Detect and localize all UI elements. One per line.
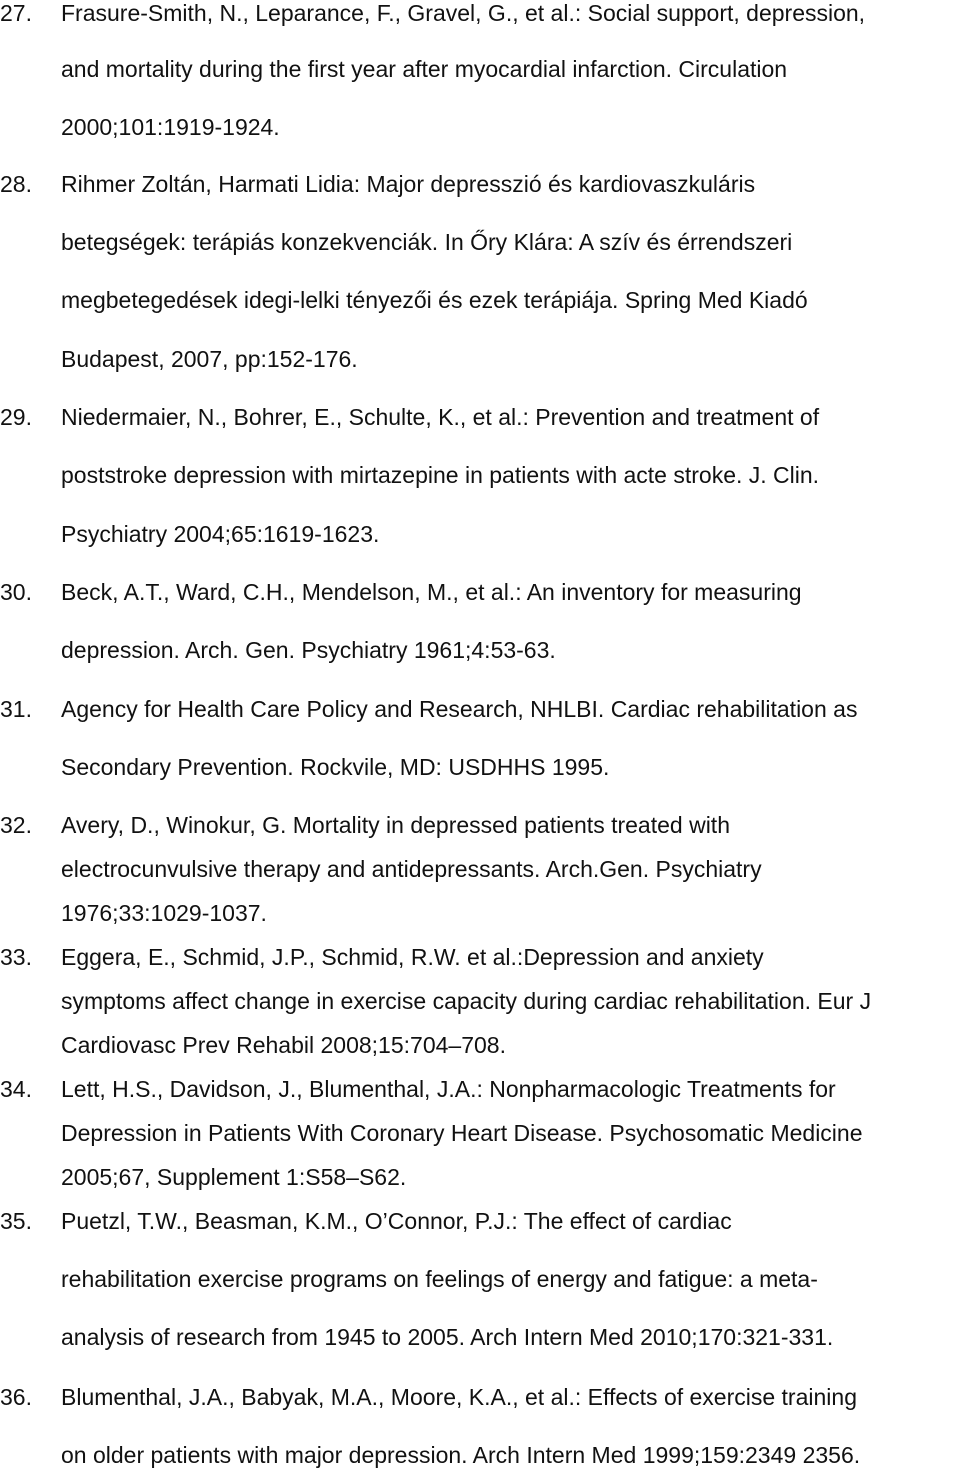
- reference-line: depression. Arch. Gen. Psychiatry 1961;4:53-63.: [61, 637, 556, 663]
- reference-line: and mortality during the first year after myocardial infarction. Circulation: [61, 56, 788, 82]
- reference-line: rehabilitation exercise programs on feelings of energy and fatigue: a meta-: [61, 1266, 818, 1292]
- reference-line: Budapest, 2007, pp:152-176.: [61, 346, 358, 372]
- reference-line: Psychiatry 2004;65:1619-1623.: [61, 521, 380, 547]
- reference-line: Avery, D., Winokur, G. Mortality in depressed patients treated with: [61, 812, 730, 838]
- reference-line: Rihmer Zoltán, Harmati Lidia: Major depresszió és kardiovaszkuláris: [61, 171, 756, 197]
- reference-line: Eggera, E., Schmid, J.P., Schmid, R.W. et al.:Depression and anxiety: [61, 944, 764, 970]
- reference-number: 31.: [0, 696, 32, 722]
- reference-line: electrocunvulsive therapy and antidepressants. Arch.Gen. Psychiatry: [61, 856, 762, 882]
- reference-line: on older patients with major depression. Arch Intern Med 1999;159:2349 2356.: [61, 1442, 861, 1468]
- reference-line: Beck, A.T., Ward, C.H., Mendelson, M., et al.: An inventory for measuring: [61, 579, 802, 605]
- reference-line: Niedermaier, N., Bohrer, E., Schulte, K., et al.: Prevention and treatment of: [61, 404, 820, 430]
- reference-line: symptoms affect change in exercise capacity during cardiac rehabilitation. Eur J: [61, 988, 872, 1014]
- reference-line: Frasure-Smith, N., Leparance, F., Gravel, G., et al.: Social support, depression,: [61, 0, 866, 26]
- reference-number: 28.: [0, 171, 32, 197]
- reference-number: 32.: [0, 812, 32, 838]
- reference-line: Secondary Prevention. Rockvile, MD: USDHHS 1995.: [61, 754, 610, 780]
- reference-number: 30.: [0, 579, 32, 605]
- reference-line: Puetzl, T.W., Beasman, K.M., O’Connor, P.J.: The effect of cardiac: [61, 1208, 732, 1234]
- reference-number: 33.: [0, 944, 32, 970]
- reference-number: 34.: [0, 1076, 32, 1102]
- reference-line: 1976;33:1029-1037.: [61, 900, 267, 926]
- reference-line: megbetegedések idegi-lelki tényezői és ezek terápiája. Spring Med Kiadó: [61, 287, 808, 313]
- reference-line: Blumenthal, J.A., Babyak, M.A., Moore, K.A., et al.: Effects of exercise training: [61, 1384, 857, 1410]
- reference-line: analysis of research from 1945 to 2005. Arch Intern Med 2010;170:321-331.: [61, 1324, 834, 1350]
- reference-line: 2000;101:1919-1924.: [61, 114, 280, 140]
- reference-line: Lett, H.S., Davidson, J., Blumenthal, J.A.: Nonpharmacologic Treatments for: [61, 1076, 836, 1102]
- reference-number: 29.: [0, 404, 32, 430]
- reference-line: betegségek: terápiás konzekvenciák. In Őry Klára: A szív és érrendszeri: [61, 229, 793, 255]
- reference-number: 36.: [0, 1384, 32, 1410]
- reference-line: Cardiovasc Prev Rehabil 2008;15:704–708.: [61, 1032, 506, 1058]
- reference-line: 2005;67, Supplement 1:S58–S62.: [61, 1164, 407, 1190]
- reference-number: 27.: [0, 0, 32, 26]
- reference-line: Depression in Patients With Coronary Heart Disease. Psychosomatic Medicine: [61, 1120, 863, 1146]
- reference-line: poststroke depression with mirtazepine in patients with acte stroke. J. Clin.: [61, 462, 820, 488]
- reference-number: 35.: [0, 1208, 32, 1234]
- reference-line: Agency for Health Care Policy and Research, NHLBI. Cardiac rehabilitation as: [61, 696, 858, 722]
